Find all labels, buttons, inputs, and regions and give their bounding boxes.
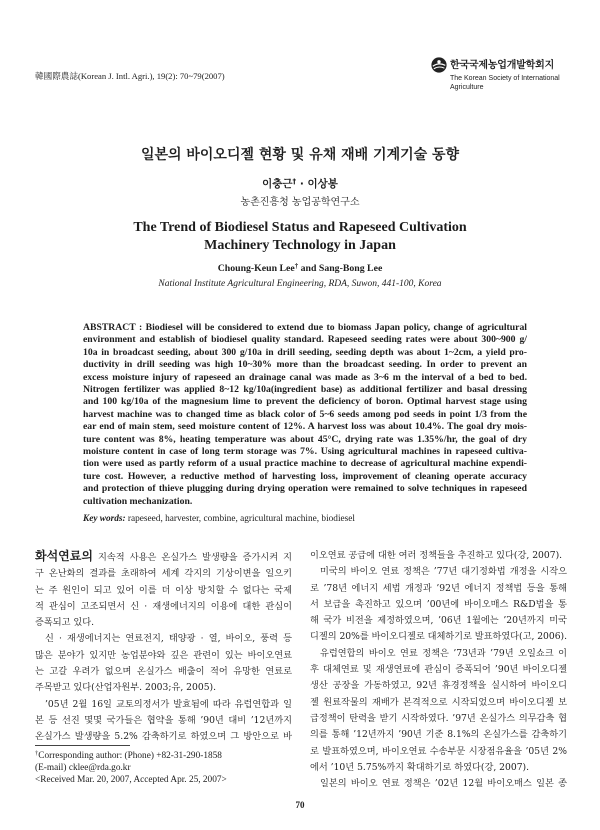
abstract-line-text: cultivation mechanization.: [83, 495, 193, 507]
body-line: [35, 648, 292, 664]
body-line-text: 적 관심이 고조되면서 신 · 재생에너지의 이용에 대한 관심이: [35, 600, 292, 612]
footnote-divider: [35, 745, 130, 746]
body-line: [310, 711, 567, 727]
keywords-text: rapeseed, harvester, combine, agricultural machine, biodiesel: [125, 514, 355, 524]
footnote-corresponding-text: Corresponding author: (Phone) +82-31-290-1858: [38, 751, 222, 761]
body-line-text: 는 고갈 우려가 없으며 온실가스 배출이 적어 유망한 연료로: [35, 666, 292, 678]
affiliation-korean: 농촌진흥청 농업공학연구소: [240, 197, 360, 208]
abstract-line-text: and protection of thieve plugging during drying operation were remained to solve techniques in rapeseed: [83, 483, 527, 495]
body-line-text: 로 ’78년 에너지 세법 개정과 ’92년 에너지 정책법 등을 통해: [310, 582, 567, 594]
body-line: [35, 566, 292, 582]
body-line-text: 후 대체연료 및 재생연료에 관심이 증폭되어 ’90년 바이오디젤: [310, 664, 567, 676]
corresponding-mark: †: [35, 750, 39, 758]
abstract-label: ABSTRACT :: [83, 322, 143, 333]
body-line-text: 해 국가 비전을 제정하였으며, ’06년 1월에는 ’20년까지 미국: [310, 615, 567, 627]
body-line: [35, 713, 292, 729]
abstract-line: [83, 496, 527, 508]
corresponding-mark: †: [294, 262, 299, 270]
body-paragraph: [35, 697, 292, 746]
author-separator: and: [298, 263, 319, 274]
abstract-line-text: harvest machine was to changed time as black color of 5~6 seeds among pod seeds in point 1/3 from the: [83, 408, 527, 420]
abstract-line: [83, 446, 527, 458]
affiliation-english: National Institute Agricultural Engineering, RDA, Suwon, 441-100, Korea: [158, 279, 442, 289]
body-line: [310, 629, 567, 645]
footnote-corresponding: [35, 750, 292, 762]
title-english-line2: Machinery Technology in Japan: [204, 238, 396, 253]
body-line-text: 의를 통해 ’12년까지 ’90년 기준 8.1%의 온실가스를 감축하기: [310, 729, 567, 741]
abstract-line: [83, 334, 527, 346]
body-line-text: ’05년 2월 16일 교토의정서가 발효됨에 따라 유럽연합과 일: [45, 698, 292, 710]
author-1-name: 이충근: [262, 178, 293, 190]
abstract-line-text: ductivity in drill seeding was high 10~30% more than the broadcast seeding. In order to prevent an: [83, 359, 527, 371]
abstract-line: [83, 471, 527, 483]
society-name-english-line1: The Korean Society of International: [450, 75, 560, 82]
body-line: [310, 695, 567, 711]
abstract-line-text: Nitrogen fertilizer was applied 8~12 kg/10a(ingredient base) as additional fertilizer and basal dressing: [83, 384, 527, 396]
footnote: [35, 750, 292, 786]
body-line: [310, 581, 567, 597]
body-line: [35, 697, 292, 713]
society-name-english-line2: Agriculture: [450, 84, 484, 91]
abstract-line: [83, 434, 527, 446]
body-line-text: 신 · 재생에너지는 연료전지, 태양광 · 열, 바이오, 풍력 등: [45, 633, 292, 645]
body-paragraph: [310, 776, 567, 792]
body-line-text: 유럽연합의 바이오 연료 정책은 ’73년과 ’79년 오일쇼크 이: [320, 647, 567, 659]
abstract-line-text: ear end of main stem, seed moisture content of 12%. A harvest loss was about 10.4%. The goal dry mois-: [83, 421, 527, 433]
body-line: [35, 615, 292, 631]
body-line: [35, 680, 292, 696]
body-line: [310, 744, 567, 760]
body-line-text: 온실가스 발생량을 5.2% 감축하기로 하였으며 그 방안으로 바: [35, 731, 292, 743]
body-line: [35, 664, 292, 680]
footnote-email: (E-mail) cklee@rda.go.kr: [35, 763, 131, 773]
abstract-line: [83, 421, 527, 433]
body-line-text: 에서 ’10년 5.75%까지 확대하기로 하였다(강, 2007).: [310, 761, 530, 773]
corresponding-mark: †: [292, 176, 297, 186]
body-paragraph: [35, 631, 292, 696]
body-line: [35, 729, 292, 745]
author-separator: ·: [296, 178, 308, 190]
abstract: [83, 322, 527, 508]
abstract-line: [83, 483, 527, 495]
title-english-line1: The Trend of Biodiesel Status and Rapeseed Cultivation: [133, 220, 467, 235]
body-line-text: 디젤의 20%를 바이오디젤로 대체하기로 발표하였다(고, 2006).: [310, 631, 567, 643]
body-right-column: [310, 548, 567, 792]
body-line: [310, 662, 567, 678]
journal-citation: 韓國際農誌(Korean J. Intl. Agri.), 19(2): 70~79(2007): [35, 71, 225, 81]
abstract-line-text: ture content was 8%, heating temperature was about 45°C, drying rate was 1.35%/hr, the goal of dry: [83, 433, 527, 445]
body-line: [310, 548, 567, 564]
abstract-line-text: environment and establish of biodiesel quality standard. Rapeseed seeding rates were about 300~900 g/: [83, 334, 527, 346]
title-korean: 일본의 바이오디젤 현황 및 유채 재배 기계기술 동향: [140, 147, 460, 163]
body-line-text: 구 온난화의 결과를 초래하여 세계 각지의 기상이변을 일으키: [35, 568, 292, 580]
body-line-text: 일본의 바이오 연료 정책은 ’02년 12월 바이오매스 일본 종: [320, 778, 567, 790]
society-logo: [431, 56, 567, 96]
body-line-text: 본 등 선진 몇몇 국가들은 협약을 통해 ’90년 대비 ’12년까지: [35, 714, 292, 726]
keywords: [83, 513, 527, 525]
abstract-line: [83, 409, 527, 421]
abstract-line: [83, 458, 527, 470]
lead-word: 화석연료의: [35, 549, 93, 563]
abstract-line-text: 10a in broadcast seeding, about 300 g/10a in drill seeding, seeding depth was about 1~2cm, a yield pro-: [83, 346, 527, 358]
body-paragraph: [310, 564, 567, 645]
body-line-text: 급정책이 탄력을 받기 시작하였다. ’97년 온실가스 의무감축 협: [310, 712, 567, 724]
body-line-text: 증폭되고 있다.: [35, 617, 95, 629]
authors-english: [0, 263, 600, 274]
body-line: [310, 597, 567, 613]
author-2-name: 이상봉: [307, 178, 338, 190]
author-1-name: Choung-Keun Lee: [217, 263, 295, 274]
body-paragraph: [310, 646, 567, 776]
abstract-line: [83, 322, 527, 334]
abstract-line: [83, 384, 527, 396]
body-line: [35, 599, 292, 615]
abstract-line-text: moisture content in case of long term storage was 7%. Using agricultural machines in rapeseed cultiva-: [83, 446, 527, 458]
body-line: [310, 678, 567, 694]
body-line-text: 는 주 원인이 되고 있어 이를 더 이상 방치할 수 없다는 국제: [35, 584, 292, 596]
body-line: [35, 583, 292, 599]
abstract-line: [83, 372, 527, 384]
abstract-line-text: and 100 kg/10a of the magnesium lime to prevent the deficiency of boron. Optimal harvest stage using: [83, 396, 527, 408]
abstract-line-text: tion were used as partly reform of a usual practice machine to decrease of agricultural machine expendi-: [83, 458, 527, 470]
body-line: [310, 613, 567, 629]
society-name-korean: 한국국제농업개발학회지: [450, 60, 555, 71]
body-line: [310, 646, 567, 662]
body-line-text: 지속적 사용은 온실가스 발생량을 증가시켜 지: [98, 552, 293, 563]
body-line: [310, 760, 567, 776]
author-2-name: Sang-Bong Lee: [318, 263, 383, 274]
abstract-line: [83, 359, 527, 371]
body-line-text: 생산 공장을 가동하였고, 92년 휴경정책을 실시하여 바이오디: [310, 680, 567, 692]
body-paragraph: [310, 548, 567, 564]
body-line-text: 이오연료 공급에 대한 여러 정책들을 추진하고 있다(강, 2007).: [310, 550, 563, 561]
title-english: [0, 219, 600, 255]
body-line-text: 주목받고 있다(산업자원부. 2003;유, 2005).: [35, 682, 217, 694]
body-paragraph: [35, 548, 292, 631]
body-line: [35, 631, 292, 647]
body-line: [35, 548, 292, 566]
authors-korean: [0, 176, 600, 191]
body-line-text: 많은 분야가 있지만 농업분야와 깊은 관련이 있는 바이오연료: [35, 649, 292, 661]
body-line-text: 미국의 바이오 연료 정책은 ’77년 대기정화법 개정을 시작으: [320, 566, 567, 578]
page-number: 70: [295, 800, 305, 810]
body-line: [310, 564, 567, 580]
footnote-received: <Received Mar. 20, 2007, Accepted Apr. 25, 2007>: [35, 775, 227, 785]
body-line-text: 젤 원료작물의 재배가 본격적으로 시작되었으며 바이오디젤 보: [310, 696, 567, 708]
abstract-line: [83, 396, 527, 408]
body-line-text: 로 발표하였으며, 바이오연료 수송부문 시장점유율을 ’05년 2%: [310, 745, 567, 757]
body-left-column: [35, 548, 292, 746]
abstract-line-text: Biodiesel will be considered to extend due to biomass Japan policy, change of agricultural: [145, 322, 528, 333]
abstract-line-text: ture cost. However, a reductive method of harvesting loss, improvement of cleaning operate accuracy: [83, 470, 527, 482]
body-line-text: 서 보급을 촉진하고 있으며 ’00년에 바이오매스 R&D법을 통: [310, 598, 567, 610]
keywords-label: Key words:: [83, 514, 126, 524]
body-line: [310, 776, 567, 792]
society-emblem-icon: [431, 57, 447, 73]
abstract-line: [83, 347, 527, 359]
body-line: [310, 727, 567, 743]
abstract-line-text: excess moisture injury of rapeseed an drainage canal was made as 3~6 m the interval of a bed to bed.: [83, 371, 527, 383]
